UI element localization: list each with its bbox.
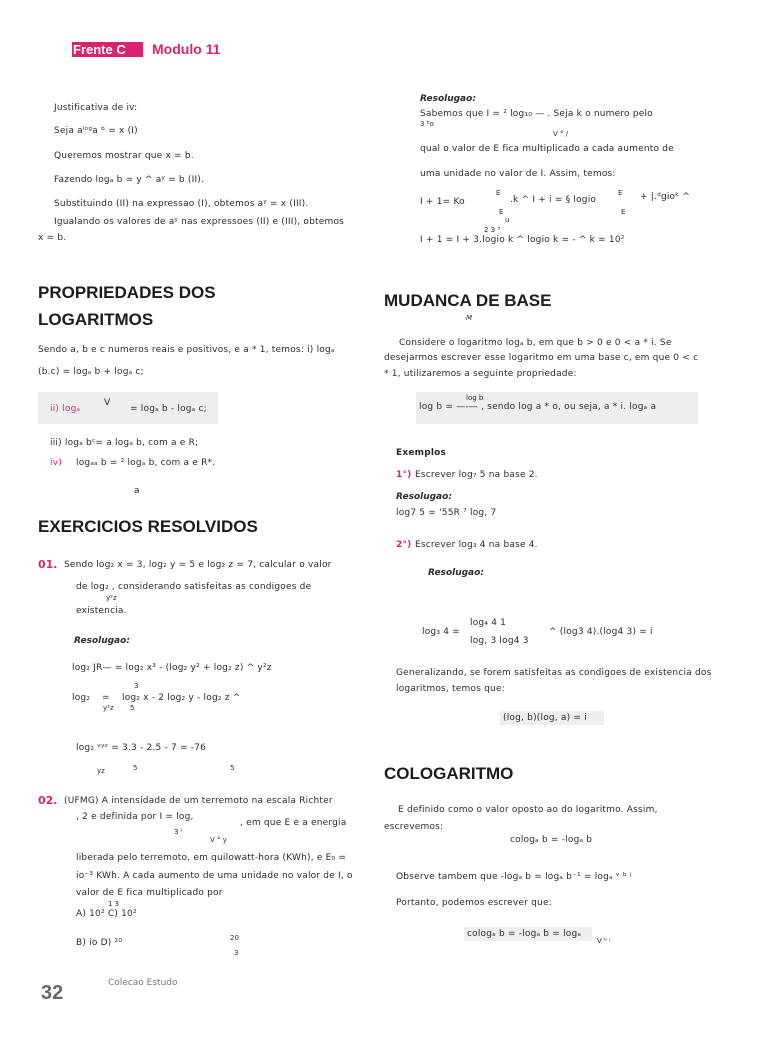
exercise-01-text: Sendo log₂ x = 3, log₂ y = 5 e log₂ z = 7, calcular o valor	[64, 560, 332, 570]
right-resolucao-line-4b: .k ^ I + i = § logio	[510, 195, 597, 205]
resolucao-01-line-2c: log₂ x - 2 log₂ y - log₂ z ^	[122, 693, 241, 703]
exercise-02-line-4: io⁻³ KWh. A cada aumento de uma unidade no valor de I, o	[76, 871, 353, 881]
mudanca-text-1: Considere o logaritmo logₐ b, em que b > 0 e 0 < a * i. Se	[399, 338, 672, 348]
property-iii: iii) logₐ bᶜ= a logₐ b, com a e R;	[50, 438, 199, 448]
justificativa-line-6: x = b.	[38, 233, 67, 243]
justificativa-label: Justificativa de iv:	[54, 103, 138, 113]
exercise-02-text: (UFMG) A intensidade de um terremoto na escala Richter	[64, 796, 333, 806]
resolucao-01-line-1: log₂ JR— = log₂ x³ - (log₂ y² + log₂ z) ^ y²z	[72, 663, 272, 673]
exemplo-1-resolucao-label: Resolugao:	[396, 492, 452, 502]
cologaritmo-heading: COLOGARITMO	[384, 764, 514, 783]
right-resolucao-line-1: Sabemos que I = ² log₁₀ — . Seja k o numero pelo	[420, 109, 653, 119]
right-resolucao-line-1b: 3 ᴱo	[420, 120, 434, 128]
exemplo-2-left: log₃ 4 =	[422, 627, 460, 637]
property-ii-formula: = logₐ b - logₐ c;	[130, 404, 207, 414]
cologaritmo-text-1: E definido como o valor oposto ao do logaritmo. Assim,	[398, 805, 658, 815]
cologaritmo-box-sup: V ᵇ ʲ	[597, 937, 611, 945]
exercise-02-13: 1 3	[108, 900, 120, 908]
modulo-title: Modulo 11	[152, 41, 221, 57]
exercicios-heading: EXERCICIOS RESOLVIDOS	[38, 517, 258, 536]
generalizando-text-1: Generalizando, se forem satisfeitas as condigoes de existencia dos	[396, 668, 712, 678]
propriedades-text-2: (b.c) = logₐ b + logₐ c;	[38, 367, 144, 377]
mudanca-heading: MUDANCA DE BASE	[384, 291, 552, 310]
exercise-02-vy: V ° y	[210, 836, 227, 844]
resolucao-01-three: 3	[134, 682, 139, 690]
right-resolucao-line-4c: + |.ᵈgioᵏ ^	[640, 192, 691, 202]
right-resolucao-E1: E	[496, 189, 501, 197]
resolucao-01-five-b: 5	[230, 764, 235, 772]
exercise-02-number: 02.	[38, 794, 58, 807]
exemplo-2-top: log₄ 4 1	[470, 618, 507, 628]
exercise-01-line-2: de log₂ , considerando satisfeitas as condigoes de	[76, 582, 312, 592]
justificativa-line-4: Substituindo (II) na expressao (I), obtemos aʸ = x (III).	[54, 199, 309, 209]
mudanca-m: M	[466, 314, 473, 322]
exercise-01-fraction: y²z	[106, 594, 117, 602]
resolucao-01-five: 5	[130, 704, 135, 712]
right-resolucao-E4: E	[621, 208, 626, 216]
option-3: 3	[234, 949, 239, 957]
exemplo-1-number: 1°)	[396, 470, 412, 480]
resolucao-01-line-2b: =	[102, 693, 110, 703]
collection-label: Colecao Estudo	[108, 978, 178, 988]
right-resolucao-E2: E	[618, 189, 623, 197]
propriedades-text-1: Sendo a, b e c numeros reais e positivos, e a * 1, temos: i) logₐ	[38, 345, 335, 355]
justificativa-line-5: Igualando os valores de aʸ nas expressoes (II) e (III), obtemos	[54, 217, 345, 227]
propriedades-heading-2: LOGARITMOS	[38, 310, 154, 329]
option-20: 20	[230, 934, 239, 942]
mudanca-formula: log b = —-— , sendo log a * o, ou seja, a * i. logₐ a	[419, 402, 657, 412]
exemplo-1-solution: log7 5 = '55R ⁷ log, 7	[396, 508, 497, 518]
page-number: 32	[41, 982, 64, 1004]
cologaritmo-formula: cologₐ b = -logₐ b	[510, 835, 593, 845]
mudanca-formula-top: log b	[466, 394, 484, 402]
portanto-text: Portanto, podemos escrever que:	[396, 898, 552, 908]
resolucao-01-line-2a: log₂	[72, 693, 91, 703]
exercise-02-line-2b: , em que E e a energia	[240, 818, 347, 828]
mudanca-text-2: desejarmos escrever esse logaritmo em uma base c, em que 0 < c	[384, 353, 699, 363]
right-resolucao-v: V ° /	[553, 130, 569, 138]
right-resolucao-line-2: qual o valor de E fica multiplicado a cada aumento de	[420, 144, 674, 154]
exemplo-2-bottom: log, 3 log4 3	[470, 636, 529, 646]
frente-tag: Frente C	[72, 42, 143, 57]
mudanca-text-3: * 1, utilizaremos a seguinte propriedade:	[384, 369, 577, 379]
exercise-02-line-3: liberada pelo terremoto, em quilowatt-hora (KWh), e E₀ =	[76, 853, 347, 863]
exemplo-1-text: Escrever log₇ 5 na base 2.	[415, 470, 538, 480]
right-resolucao-233: 2 3 ³	[484, 226, 501, 234]
property-ii-label: ii) logₐ	[50, 404, 81, 414]
right-resolucao-line-3: uma unidade no valor de I. Assim, temos:	[420, 169, 616, 179]
option-b-d: B) io D) ²⁰	[76, 938, 123, 948]
exercise-01-resolucao-label: Resolugao:	[74, 636, 130, 646]
exercise-02-line-5: valor de E fica multiplicado por	[76, 888, 223, 898]
exercise-02-three: 3 ˡ	[174, 828, 182, 836]
exemplo-2-text: Escrever log₃ 4 na base 4.	[415, 540, 538, 550]
cologaritmo-box-formula: cologₐ b = -logₐ b = logₐ	[467, 929, 582, 939]
property-iv-label: iv)	[50, 458, 62, 468]
resolucao-01-yz: yz	[97, 767, 105, 775]
property-iv-a: a	[134, 486, 140, 496]
right-resolucao-label: Resolugao:	[420, 94, 476, 104]
property-ii-v: V	[104, 398, 111, 408]
right-resolucao-u: u	[505, 216, 510, 224]
right-resolucao-line-5: I + 1 = I + 3.logio k ^ logio k = - ^ k = 10²	[420, 235, 625, 245]
property-iv-formula: logₐₐ b = ² logₐ b, com a e R*.	[76, 458, 216, 468]
exercise-01-line-3: existencia.	[76, 606, 127, 616]
resolucao-01-five-a: 5	[133, 764, 138, 772]
right-resolucao-line-4: I + 1= Ko	[420, 197, 465, 207]
cologaritmo-text-2: escrevemos:	[384, 822, 444, 832]
generalizando-text-2: logaritmos, temos que:	[396, 684, 505, 694]
observe-text: Observe tambem que -logₐ b = logₐ b⁻¹ = logₐ ᵛ ᵇ ʲ	[396, 872, 632, 882]
justificativa-line-1: Seja aˡᵒᵍa ᵇ = x (I)	[54, 126, 138, 136]
resolucao-01-line-3: log₂ ᵛʸᶻ = 3.3 - 2.5 - 7 = -76	[76, 743, 207, 753]
exercise-01-number: 01.	[38, 558, 58, 571]
propriedades-heading-1: PROPRIEDADES DOS	[38, 283, 216, 302]
generalizando-formula: (log, b)(log, a) = i	[503, 713, 587, 723]
resolucao-01-y2z: y²z	[103, 704, 114, 712]
exercise-02-line-2: , 2 e definida por I = log,	[76, 812, 194, 822]
exemplo-2-resolucao-label: Resolugao:	[428, 568, 484, 578]
exemplo-2-number: 2°)	[396, 540, 412, 550]
justificativa-line-2: Queremos mostrar que x = b.	[54, 151, 194, 161]
exemplo-2-mid: ^ (log3 4).(log4 3) = i	[549, 627, 653, 637]
justificativa-line-3: Fazendo logₐ b = y ^ aʸ = b (II).	[54, 175, 205, 185]
right-resolucao-E3: E	[499, 208, 504, 216]
option-a-c: A) 10² C) 10²	[76, 909, 137, 919]
exemplos-label: Exemplos	[396, 448, 447, 458]
